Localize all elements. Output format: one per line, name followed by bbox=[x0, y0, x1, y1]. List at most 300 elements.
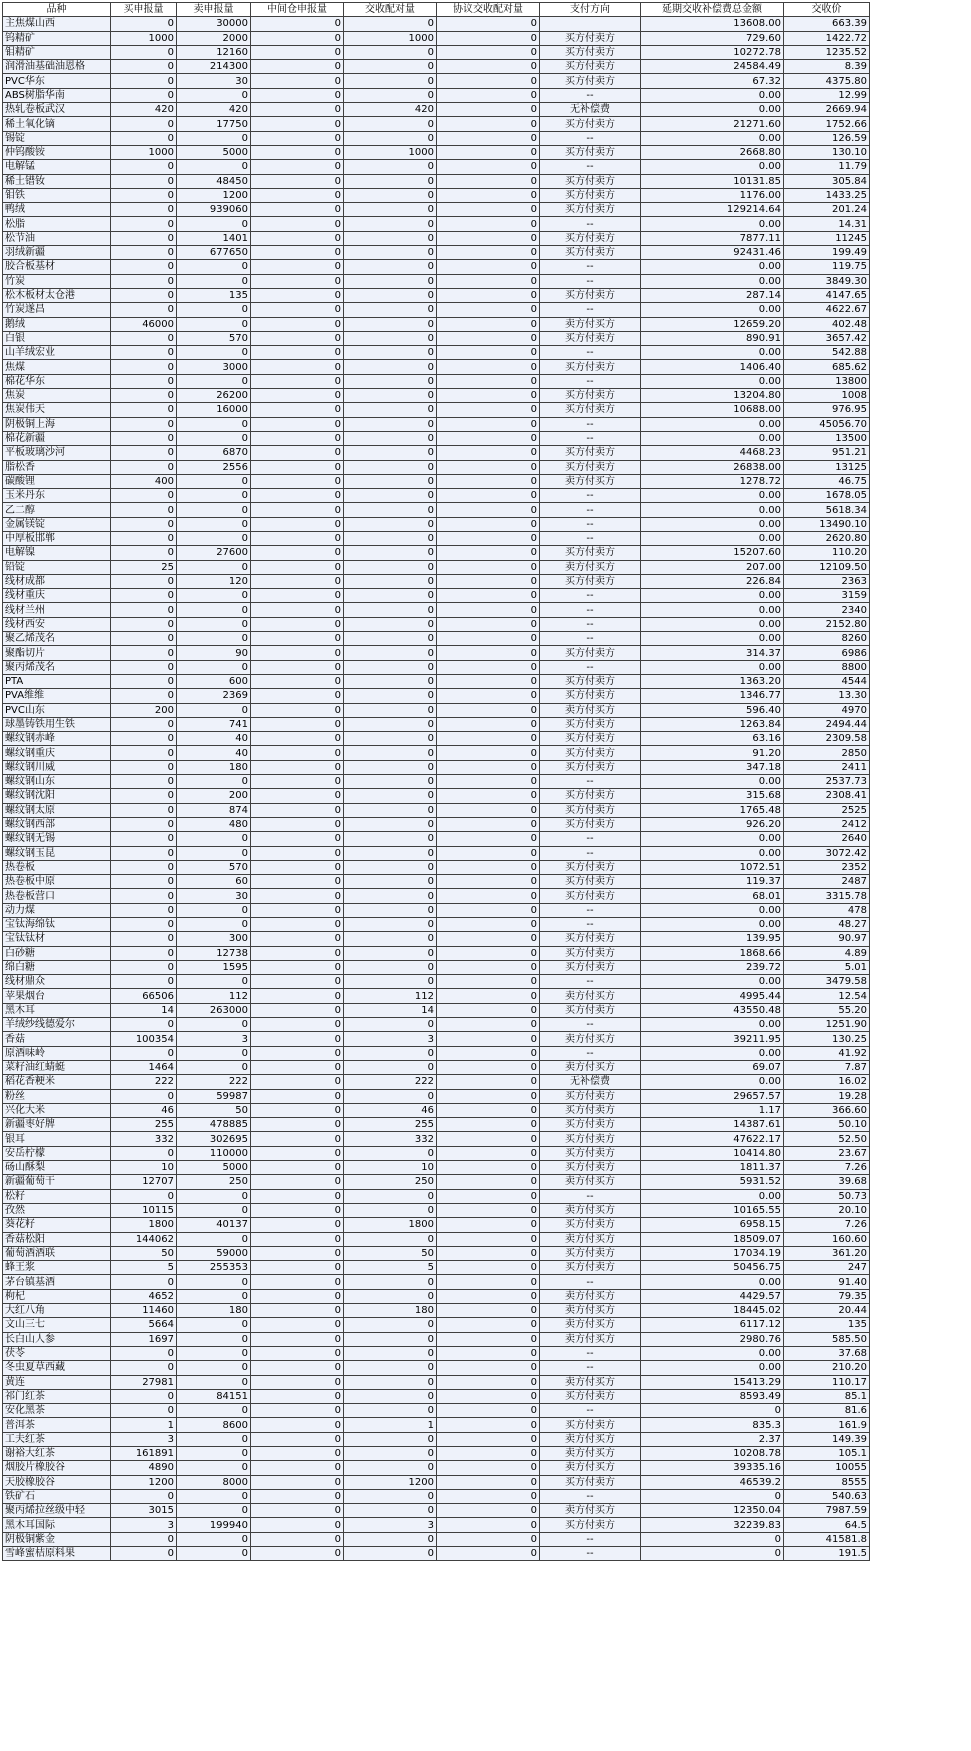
cell-buy-declared: 14 bbox=[111, 1003, 177, 1017]
cell-delivery-price: 41581.8 bbox=[784, 1532, 870, 1546]
cell-delivery-price: 160.60 bbox=[784, 1232, 870, 1246]
cell-matched: 420 bbox=[344, 103, 437, 117]
cell-variety: 碳酸锂 bbox=[3, 474, 111, 488]
cell-agreement-matched: 0 bbox=[437, 360, 540, 374]
cell-delivery-price: 13800 bbox=[784, 374, 870, 388]
cell-buy-declared: 0 bbox=[111, 1547, 177, 1561]
cell-agreement-matched: 0 bbox=[437, 603, 540, 617]
cell-delivery-price: 91.40 bbox=[784, 1275, 870, 1289]
cell-middle-declared: 0 bbox=[251, 1075, 344, 1089]
cell-variety: 羽绒新疆 bbox=[3, 246, 111, 260]
cell-delivery-price: 13500 bbox=[784, 431, 870, 445]
cell-sell-declared: 3 bbox=[177, 1032, 251, 1046]
cell-sell-declared: 0 bbox=[177, 632, 251, 646]
cell-buy-declared: 0 bbox=[111, 1046, 177, 1060]
cell-middle-declared: 0 bbox=[251, 832, 344, 846]
cell-agreement-matched: 0 bbox=[437, 346, 540, 360]
cell-agreement-matched: 0 bbox=[437, 374, 540, 388]
table-row bbox=[3, 131, 870, 145]
cell-delivery-price: 119.75 bbox=[784, 260, 870, 274]
cell-delivery-price: 5618.34 bbox=[784, 503, 870, 517]
cell-variety: 主焦煤山西 bbox=[3, 17, 111, 31]
cell-matched: 0 bbox=[344, 1432, 437, 1446]
cell-variety: 胶合板基材 bbox=[3, 260, 111, 274]
cell-delivery-price: 210.20 bbox=[784, 1361, 870, 1375]
cell-sell-declared: 0 bbox=[177, 503, 251, 517]
table-row bbox=[3, 1232, 870, 1246]
cell-matched: 0 bbox=[344, 403, 437, 417]
cell-buy-declared: 0 bbox=[111, 775, 177, 789]
cell-variety: 螺纹钢山东 bbox=[3, 775, 111, 789]
cell-sell-declared: 874 bbox=[177, 803, 251, 817]
cell-variety: 仲钨酸铵 bbox=[3, 145, 111, 159]
cell-payment-direction: 买方付卖方 bbox=[540, 117, 641, 131]
cell-payment-direction: 卖方付买方 bbox=[540, 1232, 641, 1246]
cell-agreement-matched: 0 bbox=[437, 60, 540, 74]
cell-buy-declared: 0 bbox=[111, 1018, 177, 1032]
cell-buy-declared: 0 bbox=[111, 632, 177, 646]
cell-variety: 锡锭 bbox=[3, 131, 111, 145]
cell-sell-declared: 0 bbox=[177, 832, 251, 846]
cell-compensation-total: 10165.55 bbox=[641, 1203, 784, 1217]
cell-variety: 玉米丹东 bbox=[3, 489, 111, 503]
cell-buy-declared: 0 bbox=[111, 531, 177, 545]
cell-middle-declared: 0 bbox=[251, 603, 344, 617]
cell-compensation-total: 2.37 bbox=[641, 1432, 784, 1446]
cell-buy-declared: 0 bbox=[111, 717, 177, 731]
cell-sell-declared: 570 bbox=[177, 860, 251, 874]
cell-compensation-total: 4429.57 bbox=[641, 1289, 784, 1303]
cell-middle-declared: 0 bbox=[251, 1003, 344, 1017]
cell-compensation-total: 68.01 bbox=[641, 889, 784, 903]
col-header-middle-declared: 中间仓申报量 bbox=[251, 3, 344, 17]
cell-payment-direction: 买方付卖方 bbox=[540, 760, 641, 774]
cell-matched: 0 bbox=[344, 817, 437, 831]
cell-sell-declared: 0 bbox=[177, 1232, 251, 1246]
cell-sell-declared: 26200 bbox=[177, 389, 251, 403]
cell-variety: 羊绒纱线德爱尔 bbox=[3, 1018, 111, 1032]
cell-delivery-price: 585.50 bbox=[784, 1332, 870, 1346]
cell-matched: 0 bbox=[344, 617, 437, 631]
cell-variety: 茯苓 bbox=[3, 1346, 111, 1360]
cell-variety: 电解锰 bbox=[3, 160, 111, 174]
cell-matched: 0 bbox=[344, 674, 437, 688]
cell-payment-direction: -- bbox=[540, 1189, 641, 1203]
cell-compensation-total: 18509.07 bbox=[641, 1232, 784, 1246]
cell-delivery-price: 4147.65 bbox=[784, 288, 870, 302]
cell-sell-declared: 2556 bbox=[177, 460, 251, 474]
cell-payment-direction: 卖方付买方 bbox=[540, 474, 641, 488]
cell-middle-declared: 0 bbox=[251, 546, 344, 560]
cell-matched: 0 bbox=[344, 1275, 437, 1289]
table-row bbox=[3, 274, 870, 288]
cell-compensation-total: 0.00 bbox=[641, 975, 784, 989]
cell-sell-declared: 17750 bbox=[177, 117, 251, 131]
cell-matched: 255 bbox=[344, 1118, 437, 1132]
table-row bbox=[3, 174, 870, 188]
cell-agreement-matched: 0 bbox=[437, 1075, 540, 1089]
cell-middle-declared: 0 bbox=[251, 918, 344, 932]
table-row bbox=[3, 489, 870, 503]
cell-middle-declared: 0 bbox=[251, 760, 344, 774]
cell-payment-direction: 买方付卖方 bbox=[540, 1246, 641, 1260]
cell-buy-declared: 222 bbox=[111, 1075, 177, 1089]
cell-sell-declared: 0 bbox=[177, 1275, 251, 1289]
cell-sell-declared: 0 bbox=[177, 903, 251, 917]
cell-compensation-total: 926.20 bbox=[641, 817, 784, 831]
cell-compensation-total: 207.00 bbox=[641, 560, 784, 574]
cell-sell-declared: 0 bbox=[177, 1432, 251, 1446]
cell-payment-direction: 买方付卖方 bbox=[540, 1118, 641, 1132]
col-header-sell-declared: 卖申报量 bbox=[177, 3, 251, 17]
table-row bbox=[3, 45, 870, 59]
table-row bbox=[3, 817, 870, 831]
cell-matched: 50 bbox=[344, 1246, 437, 1260]
table-row bbox=[3, 1175, 870, 1189]
cell-agreement-matched: 0 bbox=[437, 703, 540, 717]
cell-matched: 0 bbox=[344, 231, 437, 245]
cell-sell-declared: 0 bbox=[177, 1461, 251, 1475]
cell-sell-declared: 0 bbox=[177, 1547, 251, 1561]
cell-sell-declared: 0 bbox=[177, 489, 251, 503]
cell-matched: 0 bbox=[344, 789, 437, 803]
cell-payment-direction: 买方付卖方 bbox=[540, 31, 641, 45]
cell-buy-declared: 0 bbox=[111, 1361, 177, 1375]
cell-middle-declared: 0 bbox=[251, 1418, 344, 1432]
cell-matched: 112 bbox=[344, 989, 437, 1003]
table-row bbox=[3, 1446, 870, 1460]
cell-matched: 0 bbox=[344, 389, 437, 403]
table-row bbox=[3, 1389, 870, 1403]
cell-matched: 0 bbox=[344, 1232, 437, 1246]
cell-sell-declared: 420 bbox=[177, 103, 251, 117]
table-row bbox=[3, 1218, 870, 1232]
table-row bbox=[3, 946, 870, 960]
cell-sell-declared: 50 bbox=[177, 1103, 251, 1117]
cell-compensation-total: 347.18 bbox=[641, 760, 784, 774]
cell-matched: 5 bbox=[344, 1261, 437, 1275]
cell-middle-declared: 0 bbox=[251, 88, 344, 102]
cell-variety: 热轧卷板武汉 bbox=[3, 103, 111, 117]
cell-compensation-total: 596.40 bbox=[641, 703, 784, 717]
cell-agreement-matched: 0 bbox=[437, 17, 540, 31]
table-row bbox=[3, 989, 870, 1003]
col-header-variety: 品种 bbox=[3, 3, 111, 17]
cell-agreement-matched: 0 bbox=[437, 417, 540, 431]
cell-matched: 0 bbox=[344, 360, 437, 374]
cell-buy-declared: 11460 bbox=[111, 1304, 177, 1318]
cell-payment-direction: 卖方付买方 bbox=[540, 989, 641, 1003]
table-row bbox=[3, 1161, 870, 1175]
cell-payment-direction: -- bbox=[540, 632, 641, 646]
cell-buy-declared: 200 bbox=[111, 703, 177, 717]
cell-sell-declared: 302695 bbox=[177, 1132, 251, 1146]
table-row bbox=[3, 1132, 870, 1146]
cell-agreement-matched: 0 bbox=[437, 246, 540, 260]
cell-middle-declared: 0 bbox=[251, 1446, 344, 1460]
cell-middle-declared: 0 bbox=[251, 746, 344, 760]
cell-payment-direction bbox=[540, 17, 641, 31]
cell-agreement-matched: 0 bbox=[437, 732, 540, 746]
table-row bbox=[3, 74, 870, 88]
cell-middle-declared: 0 bbox=[251, 1218, 344, 1232]
cell-buy-declared: 0 bbox=[111, 188, 177, 202]
cell-variety: 黄连 bbox=[3, 1375, 111, 1389]
cell-middle-declared: 0 bbox=[251, 31, 344, 45]
cell-payment-direction: 买方付卖方 bbox=[540, 1418, 641, 1432]
cell-agreement-matched: 0 bbox=[437, 1361, 540, 1375]
cell-sell-declared: 16000 bbox=[177, 403, 251, 417]
cell-payment-direction: 买方付卖方 bbox=[540, 689, 641, 703]
cell-delivery-price: 12.54 bbox=[784, 989, 870, 1003]
cell-matched: 3 bbox=[344, 1518, 437, 1532]
cell-middle-declared: 0 bbox=[251, 717, 344, 731]
cell-variety: 黑木耳 bbox=[3, 1003, 111, 1017]
cell-agreement-matched: 0 bbox=[437, 646, 540, 660]
cell-variety: 脂松香 bbox=[3, 460, 111, 474]
cell-sell-declared: 478885 bbox=[177, 1118, 251, 1132]
cell-delivery-price: 64.5 bbox=[784, 1518, 870, 1532]
cell-payment-direction: -- bbox=[540, 160, 641, 174]
cell-variety: 中厚板邯郸 bbox=[3, 531, 111, 545]
cell-middle-declared: 0 bbox=[251, 689, 344, 703]
cell-payment-direction: -- bbox=[540, 431, 641, 445]
cell-middle-declared: 0 bbox=[251, 1304, 344, 1318]
cell-sell-declared: 0 bbox=[177, 160, 251, 174]
table-row bbox=[3, 446, 870, 460]
cell-variety: 葵花籽 bbox=[3, 1218, 111, 1232]
cell-delivery-price: 201.24 bbox=[784, 203, 870, 217]
table-row bbox=[3, 646, 870, 660]
cell-buy-declared: 0 bbox=[111, 17, 177, 31]
table-row bbox=[3, 260, 870, 274]
cell-matched: 0 bbox=[344, 174, 437, 188]
table-row bbox=[3, 1304, 870, 1318]
cell-middle-declared: 0 bbox=[251, 1175, 344, 1189]
cell-delivery-price: 976.95 bbox=[784, 403, 870, 417]
cell-compensation-total: 0.00 bbox=[641, 1046, 784, 1060]
cell-compensation-total: 0.00 bbox=[641, 903, 784, 917]
cell-variety: 宝钛海绵钛 bbox=[3, 918, 111, 932]
cell-sell-declared: 600 bbox=[177, 674, 251, 688]
table-row bbox=[3, 1103, 870, 1117]
cell-compensation-total: 10688.00 bbox=[641, 403, 784, 417]
cell-payment-direction: 买方付卖方 bbox=[540, 717, 641, 731]
cell-buy-declared: 27981 bbox=[111, 1375, 177, 1389]
cell-payment-direction: 买方付卖方 bbox=[540, 203, 641, 217]
cell-compensation-total: 13204.80 bbox=[641, 389, 784, 403]
cell-payment-direction: -- bbox=[540, 1404, 641, 1418]
table-row bbox=[3, 460, 870, 474]
cell-compensation-total: 0.00 bbox=[641, 374, 784, 388]
table-row bbox=[3, 160, 870, 174]
cell-compensation-total: 26838.00 bbox=[641, 460, 784, 474]
cell-middle-declared: 0 bbox=[251, 74, 344, 88]
cell-compensation-total: 1406.40 bbox=[641, 360, 784, 374]
cell-matched: 0 bbox=[344, 503, 437, 517]
cell-matched: 0 bbox=[344, 131, 437, 145]
cell-agreement-matched: 0 bbox=[437, 889, 540, 903]
cell-compensation-total: 92431.46 bbox=[641, 246, 784, 260]
cell-buy-declared: 0 bbox=[111, 446, 177, 460]
cell-compensation-total: 39211.95 bbox=[641, 1032, 784, 1046]
cell-compensation-total: 0.00 bbox=[641, 131, 784, 145]
cell-agreement-matched: 0 bbox=[437, 1246, 540, 1260]
cell-payment-direction: 买方付卖方 bbox=[540, 1146, 641, 1160]
cell-delivery-price: 130.10 bbox=[784, 145, 870, 159]
table-row bbox=[3, 932, 870, 946]
cell-agreement-matched: 0 bbox=[437, 1504, 540, 1518]
cell-compensation-total: 0.00 bbox=[641, 832, 784, 846]
cell-payment-direction: 买方付卖方 bbox=[540, 1218, 641, 1232]
cell-buy-declared: 0 bbox=[111, 60, 177, 74]
cell-buy-declared: 0 bbox=[111, 875, 177, 889]
cell-middle-declared: 0 bbox=[251, 946, 344, 960]
cell-buy-declared: 0 bbox=[111, 803, 177, 817]
cell-sell-declared: 0 bbox=[177, 1404, 251, 1418]
table-row bbox=[3, 617, 870, 631]
cell-delivery-price: 542.88 bbox=[784, 346, 870, 360]
table-row bbox=[3, 918, 870, 932]
cell-payment-direction: 买方付卖方 bbox=[540, 331, 641, 345]
cell-sell-declared: 0 bbox=[177, 88, 251, 102]
cell-delivery-price: 191.5 bbox=[784, 1547, 870, 1561]
cell-agreement-matched: 0 bbox=[437, 589, 540, 603]
cell-agreement-matched: 0 bbox=[437, 946, 540, 960]
table-row bbox=[3, 1318, 870, 1332]
cell-compensation-total: 0.00 bbox=[641, 918, 784, 932]
cell-variety: 原酒味岭 bbox=[3, 1046, 111, 1060]
cell-payment-direction: -- bbox=[540, 303, 641, 317]
cell-payment-direction: 卖方付买方 bbox=[540, 1461, 641, 1475]
cell-compensation-total: 0.00 bbox=[641, 260, 784, 274]
table-row bbox=[3, 374, 870, 388]
cell-matched: 0 bbox=[344, 1375, 437, 1389]
cell-delivery-price: 1235.52 bbox=[784, 45, 870, 59]
cell-delivery-price: 3072.42 bbox=[784, 846, 870, 860]
cell-delivery-price: 4544 bbox=[784, 674, 870, 688]
cell-compensation-total: 0 bbox=[641, 1532, 784, 1546]
cell-sell-declared: 30 bbox=[177, 889, 251, 903]
cell-buy-declared: 10115 bbox=[111, 1203, 177, 1217]
table-row bbox=[3, 1075, 870, 1089]
cell-agreement-matched: 0 bbox=[437, 817, 540, 831]
cell-buy-declared: 0 bbox=[111, 1089, 177, 1103]
table-row bbox=[3, 1332, 870, 1346]
cell-sell-declared: 84151 bbox=[177, 1389, 251, 1403]
cell-agreement-matched: 0 bbox=[437, 474, 540, 488]
cell-variety: 阴极铜紫金 bbox=[3, 1532, 111, 1546]
cell-delivery-price: 19.28 bbox=[784, 1089, 870, 1103]
cell-compensation-total: 0.00 bbox=[641, 88, 784, 102]
table-row bbox=[3, 1418, 870, 1432]
cell-payment-direction: 买方付卖方 bbox=[540, 231, 641, 245]
cell-compensation-total: 0.00 bbox=[641, 160, 784, 174]
cell-middle-declared: 0 bbox=[251, 1018, 344, 1032]
cell-sell-declared: 939060 bbox=[177, 203, 251, 217]
cell-middle-declared: 0 bbox=[251, 1118, 344, 1132]
cell-compensation-total: 0.00 bbox=[641, 589, 784, 603]
cell-variety: 棉花新疆 bbox=[3, 431, 111, 445]
cell-agreement-matched: 0 bbox=[437, 1118, 540, 1132]
table-row bbox=[3, 1289, 870, 1303]
cell-variety: 线材重庆 bbox=[3, 589, 111, 603]
table-row bbox=[3, 603, 870, 617]
cell-compensation-total: 15207.60 bbox=[641, 546, 784, 560]
cell-middle-declared: 0 bbox=[251, 903, 344, 917]
cell-agreement-matched: 0 bbox=[437, 1318, 540, 1332]
cell-matched: 0 bbox=[344, 1318, 437, 1332]
cell-matched: 0 bbox=[344, 88, 437, 102]
cell-compensation-total: 0.00 bbox=[641, 346, 784, 360]
cell-payment-direction: 卖方付买方 bbox=[540, 317, 641, 331]
cell-delivery-price: 478 bbox=[784, 903, 870, 917]
cell-payment-direction: -- bbox=[540, 346, 641, 360]
cell-buy-declared: 255 bbox=[111, 1118, 177, 1132]
cell-agreement-matched: 0 bbox=[437, 674, 540, 688]
cell-buy-declared: 46 bbox=[111, 1103, 177, 1117]
col-header-agreement-matched: 协议交收配对量 bbox=[437, 3, 540, 17]
table-row bbox=[3, 1518, 870, 1532]
cell-delivery-price: 540.63 bbox=[784, 1489, 870, 1503]
cell-compensation-total: 1072.51 bbox=[641, 860, 784, 874]
cell-compensation-total: 5931.52 bbox=[641, 1175, 784, 1189]
cell-compensation-total: 0.00 bbox=[641, 660, 784, 674]
cell-payment-direction: -- bbox=[540, 217, 641, 231]
cell-variety: 鸭绒 bbox=[3, 203, 111, 217]
cell-compensation-total: 47622.17 bbox=[641, 1132, 784, 1146]
cell-variety: 线材兰州 bbox=[3, 603, 111, 617]
cell-payment-direction: -- bbox=[540, 374, 641, 388]
cell-variety: 葡萄酒酒联 bbox=[3, 1246, 111, 1260]
table-row bbox=[3, 846, 870, 860]
cell-agreement-matched: 0 bbox=[437, 188, 540, 202]
cell-buy-declared: 0 bbox=[111, 760, 177, 774]
cell-middle-declared: 0 bbox=[251, 1275, 344, 1289]
cell-compensation-total: 314.37 bbox=[641, 646, 784, 660]
cell-compensation-total: 0.00 bbox=[641, 531, 784, 545]
cell-variety: 天胶橡胶谷 bbox=[3, 1475, 111, 1489]
cell-matched: 0 bbox=[344, 260, 437, 274]
cell-payment-direction: 无补偿费 bbox=[540, 1075, 641, 1089]
cell-middle-declared: 0 bbox=[251, 460, 344, 474]
cell-agreement-matched: 0 bbox=[437, 260, 540, 274]
cell-middle-declared: 0 bbox=[251, 346, 344, 360]
cell-delivery-price: 48.27 bbox=[784, 918, 870, 932]
cell-middle-declared: 0 bbox=[251, 1232, 344, 1246]
cell-payment-direction: 买方付卖方 bbox=[540, 889, 641, 903]
cell-buy-declared: 0 bbox=[111, 975, 177, 989]
cell-sell-declared: 263000 bbox=[177, 1003, 251, 1017]
table-row bbox=[3, 417, 870, 431]
cell-payment-direction: 买方付卖方 bbox=[540, 875, 641, 889]
cell-variety: 普洱茶 bbox=[3, 1418, 111, 1432]
cell-variety: 兴化大米 bbox=[3, 1103, 111, 1117]
cell-buy-declared: 0 bbox=[111, 574, 177, 588]
cell-compensation-total: 10272.78 bbox=[641, 45, 784, 59]
table-row bbox=[3, 103, 870, 117]
cell-agreement-matched: 0 bbox=[437, 489, 540, 503]
table-row bbox=[3, 1532, 870, 1546]
cell-payment-direction: 买方付卖方 bbox=[540, 60, 641, 74]
cell-matched: 0 bbox=[344, 574, 437, 588]
cell-payment-direction: -- bbox=[540, 975, 641, 989]
cell-buy-declared: 332 bbox=[111, 1132, 177, 1146]
cell-variety: 竹炭 bbox=[3, 274, 111, 288]
cell-variety: 白银 bbox=[3, 331, 111, 345]
cell-buy-declared: 3015 bbox=[111, 1504, 177, 1518]
cell-buy-declared: 0 bbox=[111, 303, 177, 317]
